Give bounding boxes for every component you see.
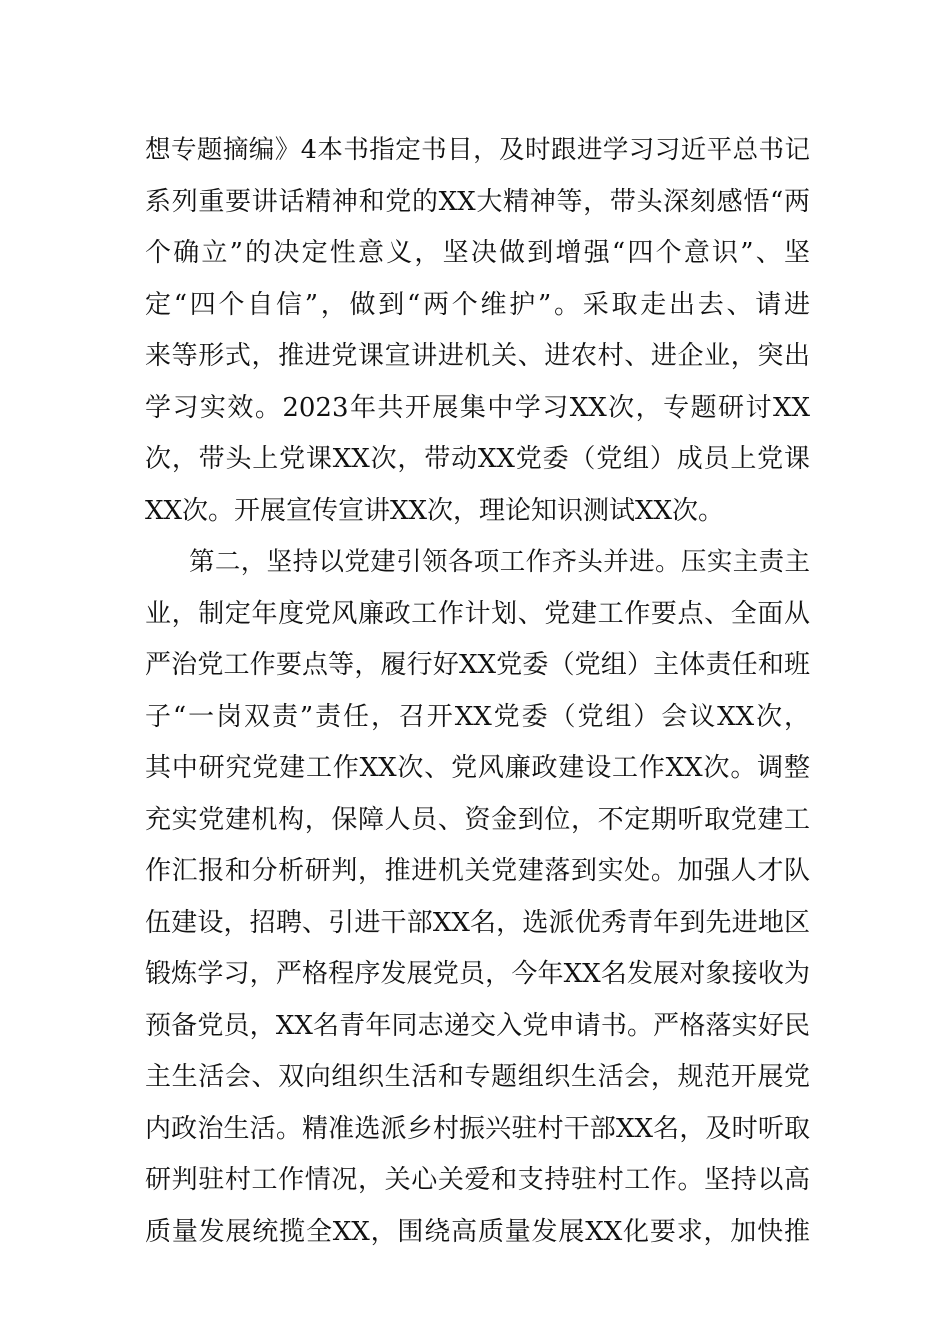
text-line: 子“一岗双责”责任，召开XX党委（党组）会议XX次，	[145, 701, 810, 732]
text-line: 预备党员，XX名青年同志递交入党申请书。严格落实好民	[145, 1010, 810, 1041]
text-line: 主生活会、双向组织生活和专题组织生活会，规范开展党	[145, 1062, 810, 1092]
text-line: 学习实效。2023年共开展集中学习XX次，专题研讨XX	[145, 392, 810, 423]
text-line: 锻炼学习，严格程序发展党员，今年XX名发展对象接收为	[145, 959, 810, 989]
body-text	[145, 125, 810, 1258]
text-line: 伍建设，招聘、引进干部XX名，选派优秀青年到先进地区	[145, 907, 810, 938]
text-line: 个确立”的决定性意义，坚决做到增强“四个意识”、坚	[145, 238, 810, 268]
paragraph-first-line: 第二，坚持以党建引领各项工作齐头并进。压实主责主	[189, 547, 810, 577]
text-line: 质量发展统揽全XX，围绕高质量发展XX化要求，加快推	[145, 1216, 810, 1247]
text-line: 来等形式，推进党课宣讲进机关、进农村、进企业，突出	[145, 341, 810, 371]
text-line: 业，制定年度党风廉政工作计划、党建工作要点、全面从	[145, 598, 810, 629]
text-line: 充实党建机构，保障人员、资金到位，不定期听取党建工	[145, 804, 810, 835]
text-line: 其中研究党建工作XX次、党风廉政建设工作XX次。调整	[145, 753, 810, 783]
text-line: XX次。开展宣传宣讲XX次，理论知识测试XX次。	[145, 495, 725, 526]
text-line: 系列重要讲话精神和党的XX大精神等，带头深刻感悟“两	[145, 186, 810, 217]
text-line: 严治党工作要点等，履行好XX党委（党组）主体责任和班	[145, 650, 810, 680]
text-line: 作汇报和分析研判，推进机关党建落到实处。加强人才队	[145, 856, 810, 886]
text-line: 次，带头上党课XX次，带动XX党委（党组）成员上党课	[145, 444, 810, 474]
text-line: 内政治生活。精准选派乡村振兴驻村干部XX名，及时听取	[145, 1113, 810, 1144]
text-line: 想专题摘编》4本书指定书目，及时跟进学习习近平总书记	[145, 135, 810, 165]
text-line: 研判驻村工作情况，关心关爱和支持驻村工作。坚持以高	[145, 1165, 810, 1195]
text-line: 定“四个自信”，做到“两个维护”。采取走出去、请进	[145, 289, 810, 320]
